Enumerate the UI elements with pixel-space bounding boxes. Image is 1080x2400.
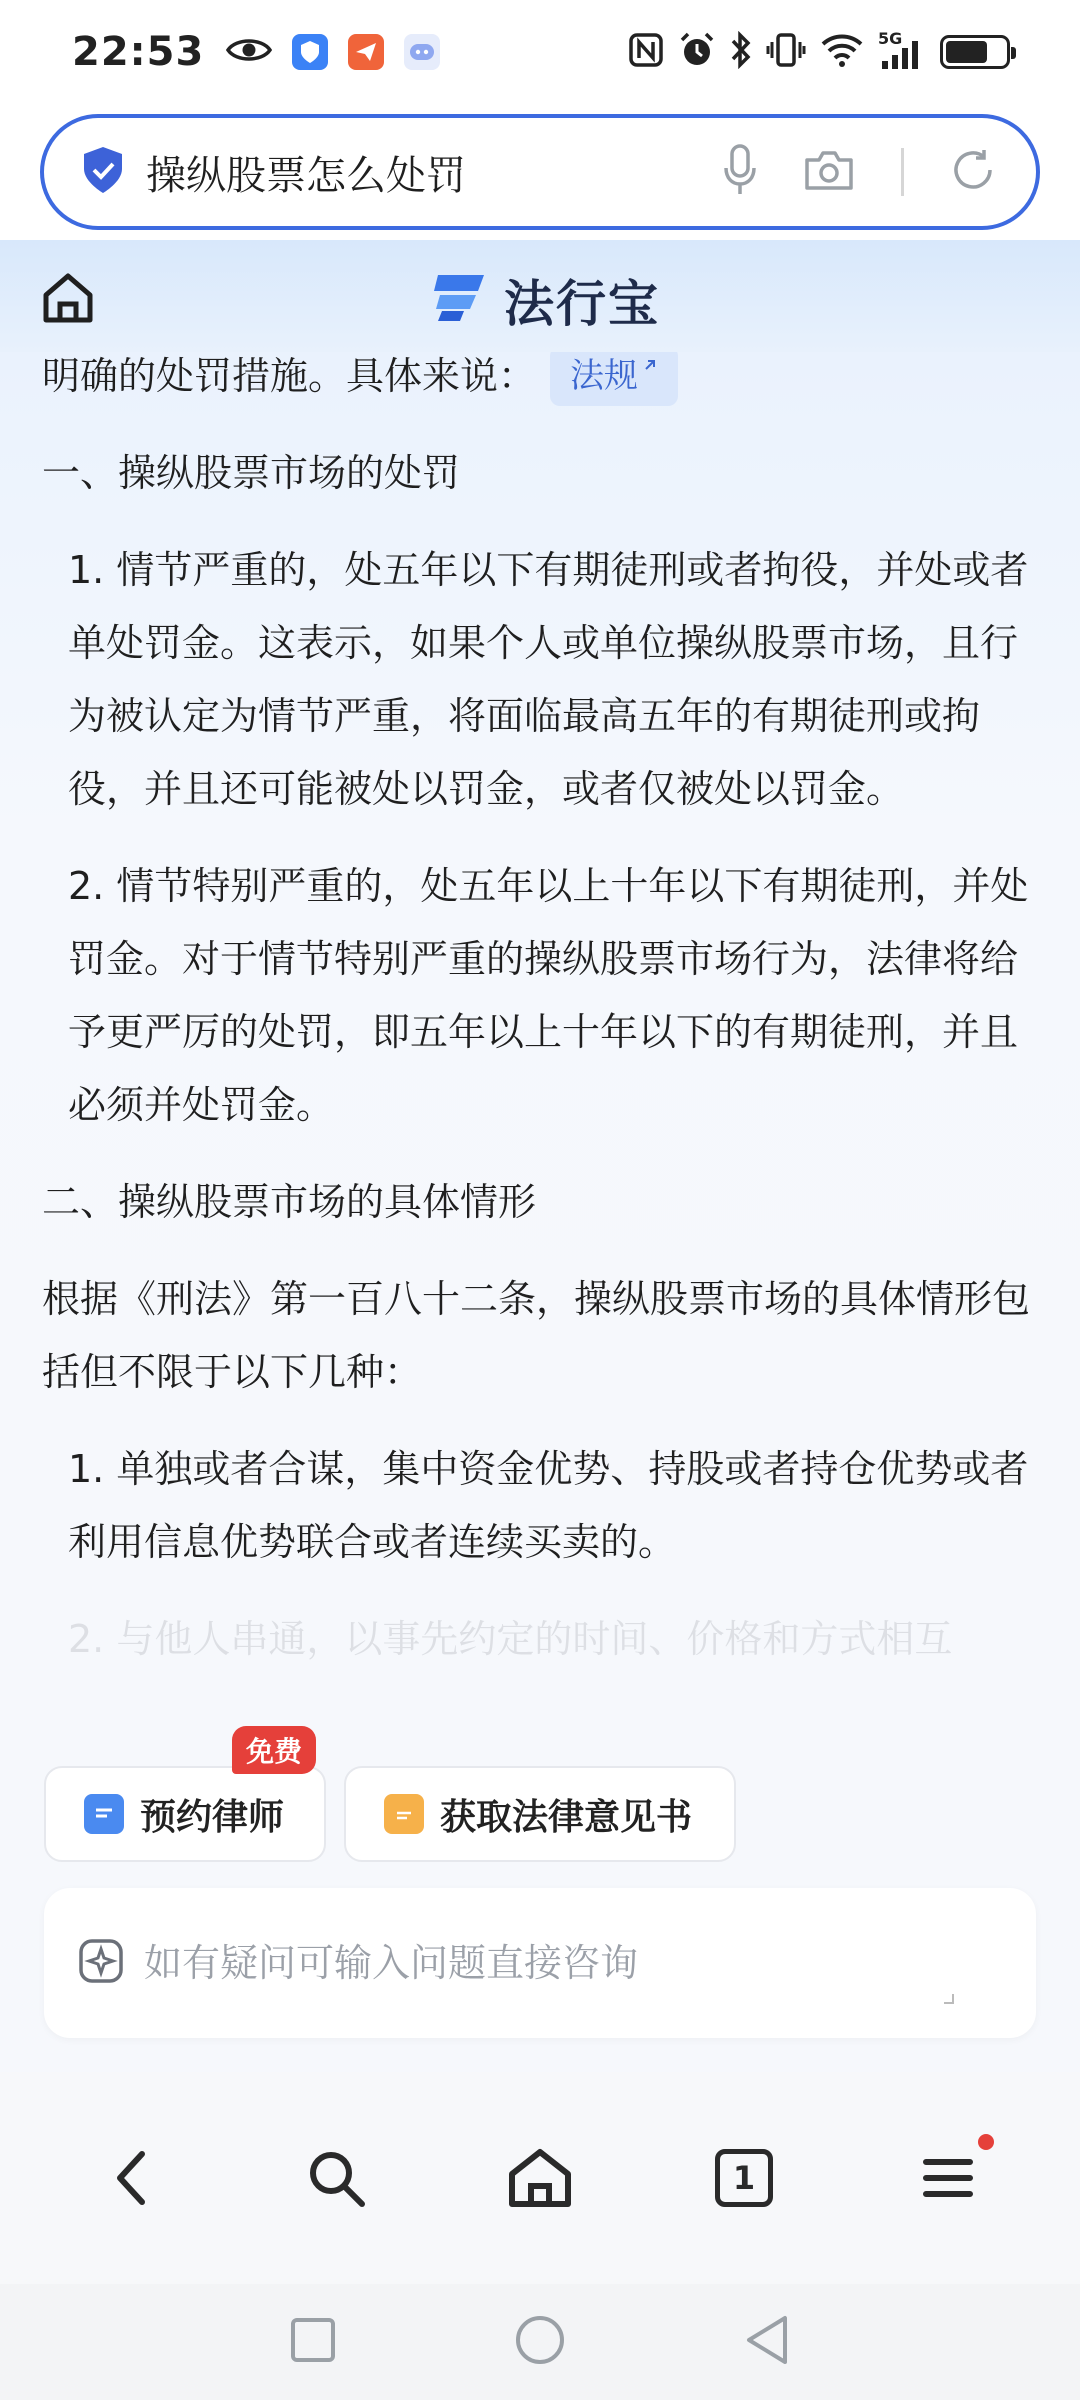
system-nav-bar [0,2284,1080,2400]
tabs-button[interactable] [704,2138,784,2218]
book-lawyer-button[interactable] [44,1766,326,1862]
shield-check-icon [80,145,126,199]
system-home-button[interactable] [514,2314,566,2370]
browser-nav-bar [0,2072,1080,2284]
brand [432,264,660,336]
camera-icon[interactable] [803,148,855,196]
triangle-back-icon [743,2314,791,2366]
section-heading-2: 二、操纵股票市场的具体情形 [42,1180,537,1224]
legal-opinion-label: 获取法律意见书 [440,1796,693,1838]
book-lawyer-label: 预约律师 [140,1796,285,1838]
list-item: 1. 单独或者合谋，集中资金优势、持股或者持仓优势或者利用信息优势联合或者连续买卖的。 [68,1447,1029,1564]
microphone-icon[interactable] [723,144,757,200]
answer-intro [42,352,1036,413]
search-divider [901,148,904,196]
refresh-icon[interactable] [950,147,996,197]
search-query[interactable]: 操纵股票怎么处罚 [146,152,466,199]
network-label: 5G [878,29,903,48]
status-time: 22:53 [72,29,205,75]
recent-apps-button[interactable] [289,2316,337,2368]
ai-assistant-icon [78,1938,124,1988]
home-button[interactable] [500,2138,580,2218]
home-icon[interactable] [38,268,98,328]
search-icon [304,2146,368,2210]
battery-fill [946,41,987,63]
signal-5g-icon [878,29,926,71]
resize-handle[interactable] [944,1994,954,2004]
list-item: 1. 情节严重的，处五年以下有期徒刑或者拘役，并处或者单处罚金。这表示，如果个人或单位操纵股票市场，且行为被认定为情节严重，将面临最高五年的有期徒刑或拘役，并且还可能被处以罚金，或者仅被处以罚金。 [68,548,1029,811]
intro-text: 明确的处罚措施。具体来说： [42,354,537,398]
nfc-icon [628,32,664,72]
paper-plane-app-icon [348,34,384,70]
tab-count: 1 [715,2149,773,2207]
action-bar [0,1712,1080,1864]
square-icon [289,2316,337,2364]
law-reference-chip[interactable] [550,352,678,406]
brand-name: 法行宝 [504,275,660,333]
eye-icon [226,35,272,69]
back-button[interactable] [92,2138,172,2218]
app-header [0,240,1080,352]
answer-content [0,352,1080,1712]
bluetooth-icon [730,31,752,73]
legal-opinion-button[interactable] [344,1766,736,1862]
question-input-box[interactable] [44,1888,1036,2038]
search-button[interactable] [296,2138,376,2218]
free-badge: 免费 [232,1726,316,1774]
law-chip-label: 法规 [570,356,639,396]
chat-bot-app-icon [404,34,440,70]
section-heading-1: 一、操纵股票市场的处罚 [42,451,461,495]
shield-app-icon [292,34,328,70]
house-icon [506,2146,574,2210]
system-back-button[interactable] [743,2314,791,2370]
battery-icon [940,35,1010,69]
search-bar[interactable] [40,114,1040,230]
document-icon [84,1794,124,1834]
circle-icon [514,2314,566,2366]
question-input[interactable] [144,1941,1002,1985]
menu-button[interactable] [908,2138,988,2218]
wifi-icon [820,32,864,72]
vibrate-icon [766,32,806,72]
folder-icon [384,1794,424,1834]
alarm-icon [678,31,716,73]
status-bar [0,0,1080,104]
search-area [0,104,1080,240]
list-item: 2. 情节特别严重的，处五年以上十年以下有期徒刑，并处罚金。对于情节特别严重的操纵股票市场行为，法律将给予更严厉的处罚，即五年以上十年以下的有期徒刑，并且必须并处罚金。 [68,864,1029,1127]
external-link-icon [638,356,658,396]
back-arrow-icon [112,2148,152,2208]
notification-dot [978,2134,994,2150]
section-intro: 根据《刑法》第一百八十二条，操纵股票市场的具体情形包括但不限于以下几种： [42,1277,1031,1394]
question-input-area [0,1864,1080,2072]
list-item-partial: 2. 与他人串通，以事先约定的时间、价格和方式相互 [68,1617,953,1661]
hamburger-menu-icon [922,2156,974,2200]
brand-logo-icon [432,271,490,329]
